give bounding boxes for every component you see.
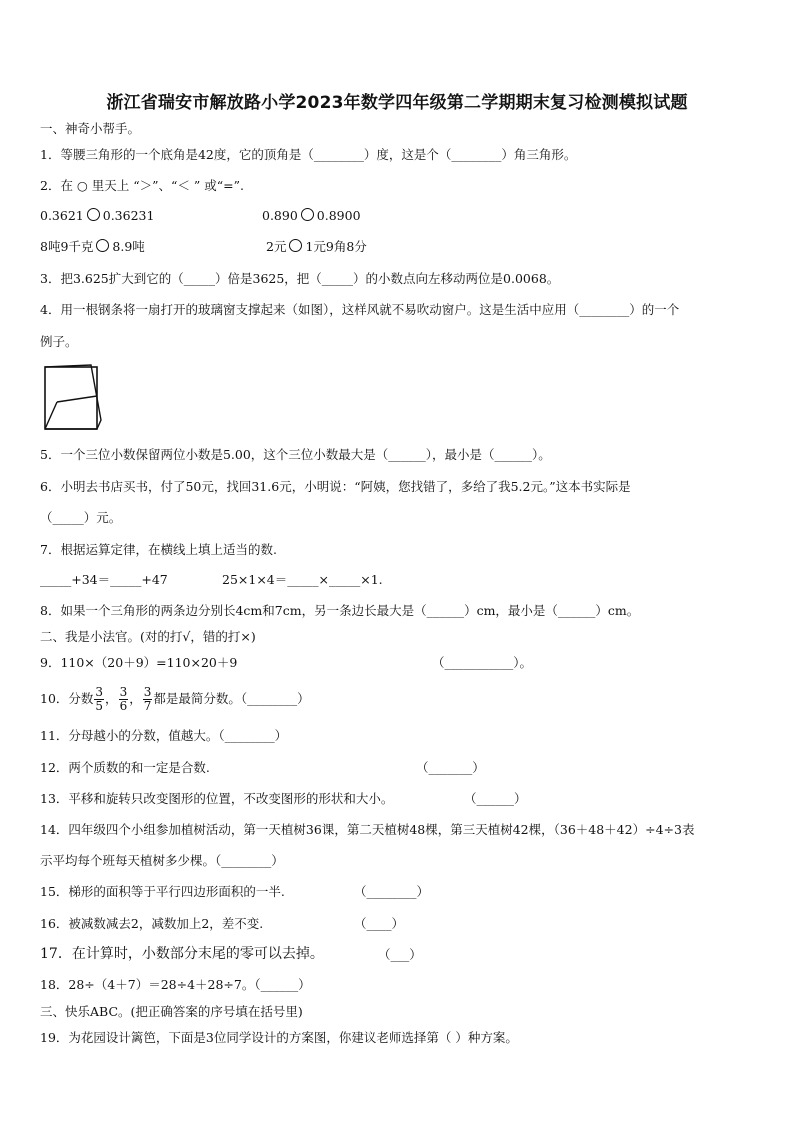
q10-prefix: 10．分数	[40, 691, 94, 706]
question-9-blank: （___________）。	[432, 655, 533, 670]
question-17: 17．在计算时，小数部分末尾的零可以去掉。	[40, 946, 324, 962]
question-18: 18．28÷（4＋7）＝28÷4＋28÷7。（______）	[40, 977, 311, 992]
question-8: 8．如果一个三角形的两条边分别长4cm和7cm，另一条边长最大是（______）cm，最小是（______）cm。	[40, 603, 640, 618]
question-7-a: _____+34＝_____+47	[40, 572, 168, 587]
section-3-heading: 三、快乐ABC。(把正确答案的序号填在括号里)	[40, 1004, 303, 1019]
fraction-3: $\frac{3}{7}$	[143, 685, 152, 713]
q2-d-left: 2元	[266, 239, 287, 254]
question-9: 9．110×（20＋9）=110×20＋9	[40, 655, 238, 670]
question-2-row-1b	[262, 208, 361, 224]
question-2-row-1	[40, 208, 154, 224]
question-4-line-2: 例子。	[40, 334, 78, 349]
question-4-line-1: 4．用一根钢条将一扇打开的玻璃窗支撑起来（如图），这样风就不易吹动窗户。这是生活中应用（________）的一个	[40, 302, 680, 317]
question-12: 12．两个质数的和一定是合数.	[40, 760, 210, 775]
section-2-heading: 二、我是小法官。(对的打√，错的打×)	[40, 629, 256, 644]
question-6-line-1: 6．小明去书店买书，付了50元，找回31.6元，小明说：“阿姨，您找错了，多给了我5.2元。”这本书实际是	[40, 479, 631, 494]
compare-circle-icon	[289, 239, 302, 252]
question-17-blank: （___）	[378, 947, 422, 962]
q2-c-left: 8吨9千克	[40, 239, 94, 254]
compare-circle-icon	[96, 239, 109, 252]
question-12-blank: （_______）	[416, 760, 485, 775]
question-6-line-2: （_____）元。	[40, 510, 122, 525]
question-3: 3．把3.625扩大到它的（_____）倍是3625，把（_____）的小数点向左移动两位是0.0068。	[40, 271, 560, 286]
question-1: 1．等腰三角形的一个底角是42度，它的顶角是（________）度，这是个（________）角三角形。	[40, 147, 577, 162]
question-14-line-1: 14．四年级四个小组参加植树活动，第一天植树36课，第二天植树48棵，第三天植树42棵，（36＋48＋42）÷4÷3表	[40, 822, 695, 837]
compare-circle-icon	[87, 208, 100, 221]
q2-a-right: 0.36231	[102, 208, 155, 223]
question-11: 11．分母越小的分数，值越大。（________）	[40, 728, 288, 743]
q2-a-left: 0.3621	[40, 208, 84, 223]
question-7-b: 25×1×4＝_____×_____×1.	[222, 572, 383, 587]
question-19: 19．为花园设计篱笆，下面是3位同学设计的方案图，你建议老师选择第（ ）种方案。	[40, 1030, 518, 1045]
question-5: 5．一个三位小数保留两位小数是5.00，这个三位小数最大是（______），最小是（______）。	[40, 447, 551, 462]
compare-circle-icon	[301, 208, 314, 221]
question-10: 10．分数 $\frac{3}{5}$ ， $\frac{3}{6}$ ， $\frac{3}{7}$ 都是最简分数。（________）	[40, 685, 310, 713]
question-2-row-2	[40, 239, 145, 255]
exam-title: 浙江省瑞安市解放路小学2023年数学四年级第二学期期末复习检测模拟试题	[106, 93, 688, 113]
question-15-blank: （________）	[354, 884, 430, 899]
question-16-blank: （____）	[354, 916, 405, 931]
question-16: 16．被减数减去2，减数加上2，差不变.	[40, 916, 264, 931]
fraction-1: $\frac{3}{5}$	[95, 685, 104, 713]
question-14-line-2: 示平均每个班每天植树多少棵。（________）	[40, 853, 284, 868]
question-2: 2．在 ○ 里天上 “＞”、“＜ ” 或“=”.	[40, 178, 245, 193]
section-1-heading: 一、神奇小帮手。	[40, 121, 141, 136]
question-15: 15．梯形的面积等于平行四边形面积的一半.	[40, 884, 285, 899]
q2-b-right: 0.8900	[316, 208, 361, 223]
q2-b-left: 0.890	[262, 208, 298, 223]
question-13-blank: （______）	[464, 791, 527, 806]
question-2-row-2b	[266, 239, 367, 255]
propped-window-figure	[43, 364, 105, 434]
q2-d-right: 1元9角8分	[305, 239, 367, 254]
q10-suffix: 都是最简分数。（________）	[153, 691, 310, 706]
question-7: 7．根据运算定律，在横线上填上适当的数.	[40, 542, 277, 557]
fraction-2: $\frac{3}{6}$	[119, 685, 128, 713]
question-13: 13．平移和旋转只改变图形的位置，不改变图形的形状和大小。	[40, 791, 394, 806]
q2-c-right: 8.9吨	[112, 239, 145, 254]
